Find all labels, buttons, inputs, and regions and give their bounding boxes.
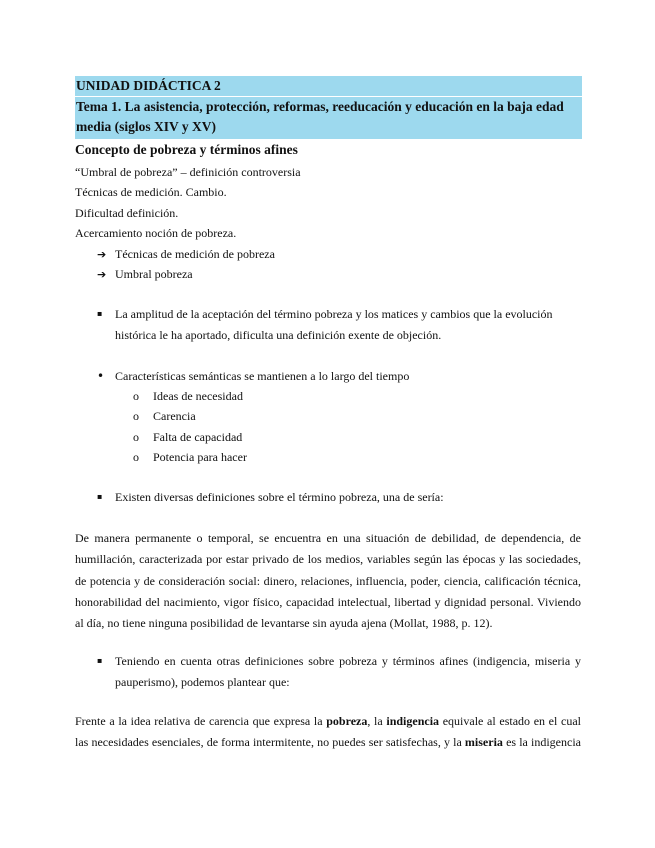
circle-bullet-icon: o	[133, 409, 139, 423]
bullet-text: La amplitud de la aceptación del término pobreza y los matices y cambios que la evolución histórica le ha aportado, dificulta una definición exente de objeción.	[115, 307, 553, 342]
sub-list-item-text: Potencia para hacer	[153, 450, 247, 464]
intro-line: Técnicas de medición. Cambio.	[75, 185, 227, 199]
circle-bullet-icon: o	[133, 389, 139, 403]
final-paragraph-text: , la	[367, 714, 387, 728]
keyword-pobreza: pobreza	[326, 714, 368, 728]
intro-line: Dificultad definición.	[75, 206, 179, 220]
unit-heading-text: UNIDAD DIDÁCTICA 2	[76, 78, 221, 93]
intro-line: Acercamiento noción de pobreza.	[75, 226, 237, 240]
arrow-icon: ➔	[97, 268, 107, 281]
sub-list-item-text: Ideas de necesidad	[153, 389, 243, 403]
bullet-text: Existen diversas definiciones sobre el término pobreza, una de sería:	[115, 490, 444, 504]
arrow-icon: ➔	[97, 248, 107, 261]
bullet-text: Características semánticas se mantienen a lo largo del tiempo	[115, 369, 410, 383]
sub-list-item	[133, 429, 242, 445]
square-bullet-icon: ▪	[97, 492, 103, 501]
arrow-list-item	[97, 266, 193, 283]
sub-list-item	[133, 388, 243, 404]
sub-list-item	[133, 449, 247, 465]
section-title: Concepto de pobreza y términos afines	[75, 142, 298, 157]
keyword-indigencia: indigencia	[386, 714, 440, 728]
sub-list-item	[133, 408, 196, 424]
arrow-list-item-text: Umbral pobreza	[115, 267, 193, 281]
intro-line: “Umbral de pobreza” – definición controversia	[75, 165, 301, 179]
round-bullet-icon: •	[97, 369, 105, 383]
square-bullet-icon: ▪	[97, 309, 103, 318]
circle-bullet-icon: o	[133, 450, 139, 464]
arrow-list-item	[97, 246, 275, 263]
topic-heading	[75, 97, 582, 139]
final-paragraph	[75, 711, 581, 754]
quote-paragraph: De manera permanente o temporal, se encuentra en una situación de debilidad, de dependencia, de humillación, caracterizada por estar privado de los medios, variables según las épocas y las sociedades, de potencia y de consideración social: dinero, relaciones, influencia, poder, ciencia, calificación técnica, honorabilidad del nacimiento, vigor físico, capacidad intelectual, libertad y dignidad personal. Viviendo al día, no tiene ninguna posibilidad de levantarse sin ayuda ajena (Mollat, 1988, p. 12).	[75, 531, 581, 631]
sub-list-item-text: Carencia	[153, 409, 196, 423]
unit-heading	[75, 76, 582, 96]
sub-list-item-text: Falta de capacidad	[153, 430, 243, 444]
square-bullet-icon: ▪	[97, 656, 103, 665]
circle-bullet-icon: o	[133, 430, 139, 444]
final-paragraph-text: equivale al estado en el cual las necesidades esenciales, de forma intermitente, no puedes ser satisfechas, y la	[75, 714, 582, 750]
topic-heading-text: Tema 1. La asistencia, protección, reformas, reeducación y educación en la baja edad media (siglos XIV y XV)	[76, 99, 564, 134]
arrow-list-item-text: Técnicas de medición de pobreza	[115, 247, 275, 261]
keyword-miseria: miseria	[464, 735, 503, 750]
final-paragraph-text: es la indigencia	[502, 735, 581, 750]
bullet-text: Teniendo en cuenta otras definiciones sobre pobreza y términos afines (indigencia, miseria y pauperismo), podemos plantear que:	[115, 654, 581, 689]
final-paragraph-text: Frente a la idea relativa de carencia que expresa la	[75, 714, 327, 728]
